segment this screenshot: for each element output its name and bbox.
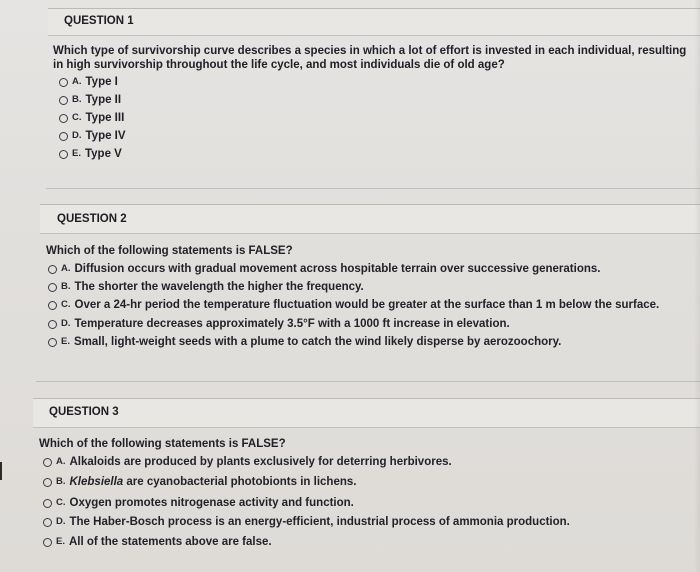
q1-option-e-letter: E. [72,148,81,159]
q2-option-c-text: Over a 24-hr period the temperature fluctuation would be greater at the surface than 1 m below the surface. [74,299,660,311]
radio-icon[interactable] [48,265,57,274]
q2-option-c-letter: C. [61,299,71,310]
q2-option-a-letter: A. [61,263,71,274]
radio-icon[interactable] [43,478,52,487]
radio-icon[interactable] [48,320,57,329]
q3-option-a-text: Alkaloids are produced by plants exclusively for deterring herbivores. [69,456,452,468]
q1-option-a[interactable] [59,75,118,89]
q3-option-e-letter: E. [56,536,65,547]
q1-option-d-letter: D. [72,130,82,141]
radio-icon[interactable] [59,150,68,159]
q1-option-d[interactable] [59,129,126,143]
q2-option-b-text: The shorter the wavelength the higher the frequency. [74,281,364,293]
radio-icon[interactable] [48,338,57,347]
question-3-header-bar [33,398,700,428]
q2-option-b-letter: B. [61,281,71,292]
q2-option-e-letter: E. [61,336,70,347]
q3-option-b-text: are cyanobacterial photobionts in lichens. [123,476,357,488]
q2-option-c[interactable] [48,298,659,312]
q2-option-d-text: Temperature decreases approximately 3.5°F with a 1000 ft increase in elevation. [74,318,510,330]
radio-icon[interactable] [48,301,57,310]
q1-option-a-letter: A. [72,76,82,87]
question-3-text: Which of the following statements is FALSE? [39,438,286,450]
q3-option-b-italic-text: Klebsiella [69,476,124,488]
q3-option-e[interactable] [43,535,272,549]
q3-option-c[interactable] [43,496,354,510]
q1-option-e-text: Type V [84,148,122,160]
radio-icon[interactable] [43,458,52,467]
q2-option-a-text: Diffusion occurs with gradual movement across hospitable terrain over successive generations. [74,263,601,275]
radio-icon[interactable] [59,78,68,87]
q1-option-b-letter: B. [72,94,82,105]
q3-option-d[interactable] [43,515,570,529]
q1-option-a-text: Type I [85,76,118,88]
q2-option-e-text: Small, light-weight seeds with a plume to catch the wind likely disperse by aerozoochory. [73,336,562,348]
q1-option-b-text: Type II [85,94,122,106]
radio-icon[interactable] [43,518,52,527]
q2-option-d[interactable] [48,317,510,331]
q3-option-e-text: All of the statements above are false. [68,536,272,548]
radio-icon[interactable] [48,283,57,292]
divider [46,188,700,189]
question-2-text: Which of the following statements is FALSE? [46,245,293,257]
left-edge-mark [0,462,2,480]
q3-option-c-text: Oxygen promotes nitrogenase activity and function. [69,497,354,509]
q3-option-a-letter: A. [56,456,66,467]
q3-option-d-text: The Haber-Bosch process is an energy-efficient, industrial process of ammonia production. [69,516,570,528]
q3-option-b[interactable] [43,475,356,489]
radio-icon[interactable] [59,132,68,141]
q2-option-d-letter: D. [61,318,71,329]
question-1-header-bar [48,8,700,36]
q2-option-b[interactable] [48,280,364,294]
radio-icon[interactable] [43,499,52,508]
q3-option-a[interactable] [43,455,452,469]
question-1-text-line2: in high survivorship throughout the life cycle, and most individuals die of old age? [53,59,505,71]
question-2-label: QUESTION 2 [57,213,127,225]
q3-option-c-letter: C. [56,497,66,508]
q1-option-c-letter: C. [72,112,82,123]
q1-option-c-text: Type III [85,112,125,124]
q1-option-b[interactable] [59,93,121,107]
question-1-label: QUESTION 1 [64,15,134,27]
radio-icon[interactable] [59,114,68,123]
q2-option-a[interactable] [48,262,600,276]
q3-option-b-letter: B. [56,476,66,487]
divider [36,381,700,382]
q2-option-e[interactable] [48,335,561,349]
question-2-header-bar [40,204,700,234]
q1-option-c[interactable] [59,111,124,125]
radio-icon[interactable] [43,538,52,547]
q1-option-d-text: Type IV [85,130,126,142]
right-edge-shadow [694,0,700,572]
radio-icon[interactable] [59,96,68,105]
question-1-text-line1: Which type of survivorship curve describes a species in which a lot of effort is invested in each individual, resulting [53,45,687,57]
question-3-label: QUESTION 3 [49,406,119,418]
q3-option-d-letter: D. [56,516,66,527]
q1-option-e[interactable] [59,147,122,161]
